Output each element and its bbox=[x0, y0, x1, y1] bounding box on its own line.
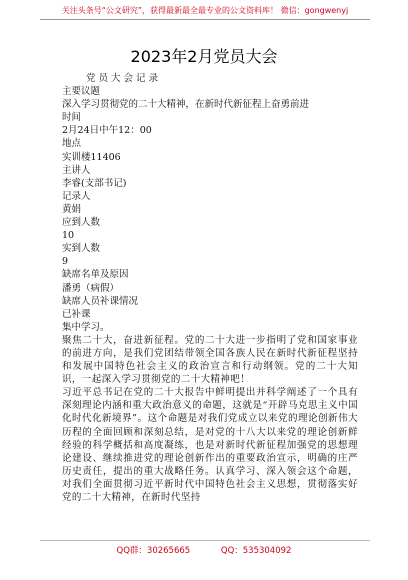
field-label-makeup: 缺席人员补课情况 bbox=[62, 295, 139, 307]
footer-divider bbox=[40, 540, 370, 541]
content-paragraph: 习近平总书记在党的二十大报告中鲜明提出并科学阐述了一个具有深刻理论内涵和重大政治意义的命题，这就是“开辟马克思主义中国化时代化新境界”。这个命题是对我们党成立以来党的理论创新伟大历程的全面回顾和深刻总结，是对党的十八大以来党的理论创新鲜经验的科学概括和高度凝练，也是对新时代新征程加强党的思想理论建设、继续推进党的理论创新作出的重要政治宣示，明确的庄严历史责任，提出的重大战略任务。认真学习、深入领会这个命题，对我们全面贯彻习近平新时代中国特色社会主义思想，贯彻落实好党的二十大精神，在新时代坚持 bbox=[62, 387, 358, 503]
field-label-expected: 应到人数 bbox=[62, 217, 101, 229]
field-value-makeup: 已补课 bbox=[62, 308, 91, 320]
footer-qq: QQ：535304092 bbox=[220, 546, 292, 556]
field-label-actual: 实到人数 bbox=[62, 243, 101, 255]
field-value-expected: 10 bbox=[62, 230, 75, 242]
field-label-recorder: 记录人 bbox=[62, 190, 91, 202]
field-label-speaker: 主讲人 bbox=[62, 164, 91, 176]
field-label-location: 地点 bbox=[62, 138, 82, 150]
content-paragraph: 聚焦二十大，奋进新征程。党的二十大进一步指明了党和国家事业的前进方向，是我们党团结带领全国各族人民在新时代新征程坚持和发展中国特色社会主义的政治宣言和行动纲领。党的二十大知识，一起深入学习贯彻党的二十大精神吧！ bbox=[62, 334, 358, 386]
footer bbox=[0, 544, 408, 556]
field-label-time: 时间 bbox=[62, 112, 82, 124]
document-title: 2023年2月党员大会 bbox=[130, 47, 278, 66]
field-value-time: 2月24日中午12：00 bbox=[62, 125, 152, 137]
field-value-actual: 9 bbox=[62, 256, 69, 268]
header-banner: 关注头条号“公文研究”，获得最新最全最专业的公文资料库！ 微信：gongwenyj bbox=[61, 6, 349, 15]
field-value-topic: 深入学习贯彻党的二十大精神，在新时代新征程上奋勇前进 bbox=[62, 99, 310, 111]
field-label-study: 集中学习。 bbox=[62, 321, 110, 333]
document-subtitle: 党员大会记录 bbox=[86, 73, 162, 84]
document-body bbox=[62, 72, 358, 504]
field-label-topic: 主要议题 bbox=[62, 86, 101, 98]
field-value-speaker: 李睿(支部书记) bbox=[62, 177, 127, 189]
field-label-absent: 缺席名单及原因 bbox=[62, 269, 129, 281]
field-value-recorder: 黄娟 bbox=[62, 203, 82, 215]
field-value-absent: 潘勇（病假） bbox=[62, 282, 120, 294]
footer-qq-group: QQ群：30265665 bbox=[116, 546, 191, 556]
header-divider bbox=[40, 19, 370, 20]
field-value-location: 实训楼11406 bbox=[62, 151, 121, 163]
